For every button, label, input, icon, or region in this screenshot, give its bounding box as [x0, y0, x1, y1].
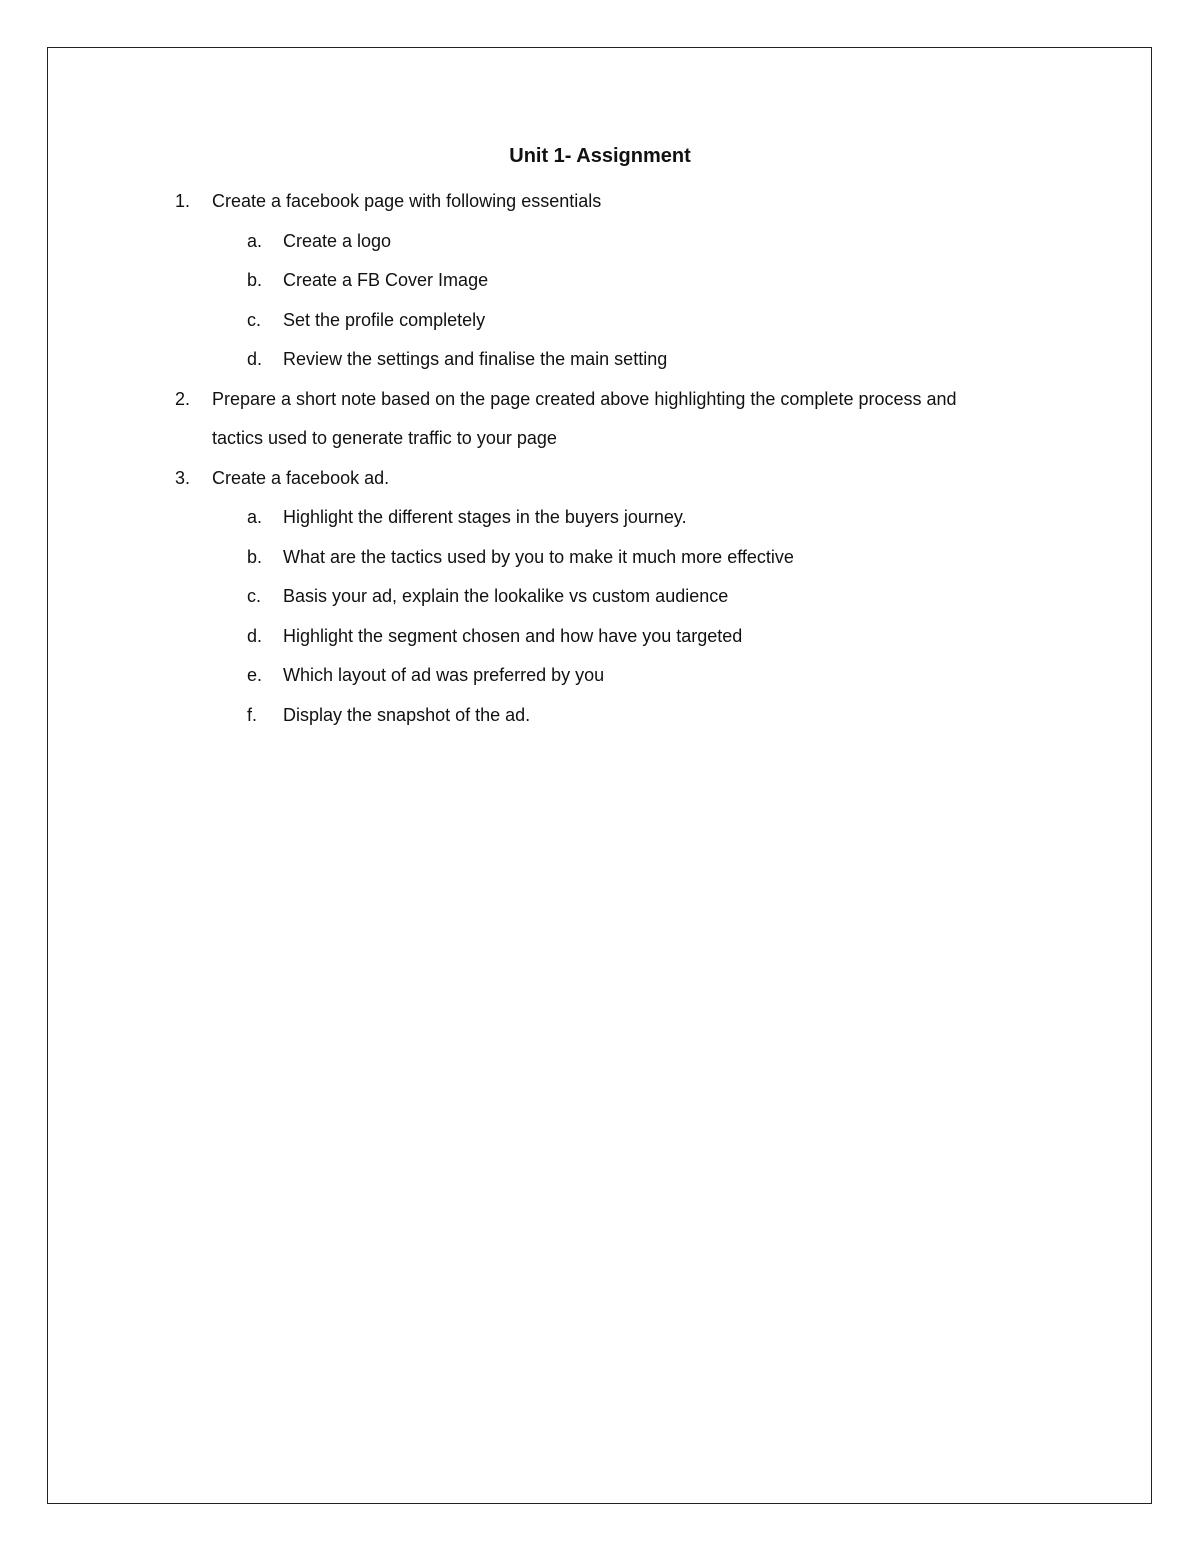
sub-item-letter: b.	[247, 270, 263, 290]
sub-item-letter: d.	[247, 626, 263, 646]
sub-item-letter: d.	[247, 349, 263, 369]
sub-item-letter: b.	[247, 547, 263, 567]
sub-item-letter: e.	[247, 665, 263, 685]
document-title: Unit 1- Assignment	[509, 145, 691, 167]
item-text: Create a facebook page with following essentials	[212, 191, 602, 211]
sub-item-letter: a.	[247, 231, 263, 251]
sub-item-letter: c.	[247, 310, 262, 330]
sub-item-text: What are the tactics used by you to make it much more effective	[283, 547, 794, 567]
sub-item-text: Highlight the different stages in the buyers journey.	[283, 507, 687, 527]
sub-item-letter: c.	[247, 586, 262, 606]
sub-item-text: Create a FB Cover Image	[283, 270, 489, 290]
item-text-line-2: tactics used to generate traffic to your page	[212, 428, 557, 448]
sub-item-text: Basis your ad, explain the lookalike vs custom audience	[283, 586, 729, 606]
sub-item-letter: a.	[247, 507, 263, 527]
item-number: 1.	[175, 191, 191, 211]
page-border	[47, 47, 1152, 1504]
item-number: 2.	[175, 389, 191, 409]
item-number: 3.	[175, 468, 191, 488]
sub-item-text: Create a logo	[283, 231, 392, 251]
sub-item-text: Review the settings and finalise the main setting	[283, 349, 668, 369]
item-text-line-1: Prepare a short note based on the page created above highlighting the complete process and	[212, 389, 957, 409]
sub-item-text: Highlight the segment chosen and how have you targeted	[283, 626, 743, 646]
sub-item-text: Set the profile completely	[283, 310, 486, 330]
sub-item-letter: f.	[247, 705, 258, 725]
sub-item-text: Display the snapshot of the ad.	[283, 705, 531, 725]
item-text: Create a facebook ad.	[212, 468, 390, 488]
sub-item-text: Which layout of ad was preferred by you	[283, 665, 605, 685]
